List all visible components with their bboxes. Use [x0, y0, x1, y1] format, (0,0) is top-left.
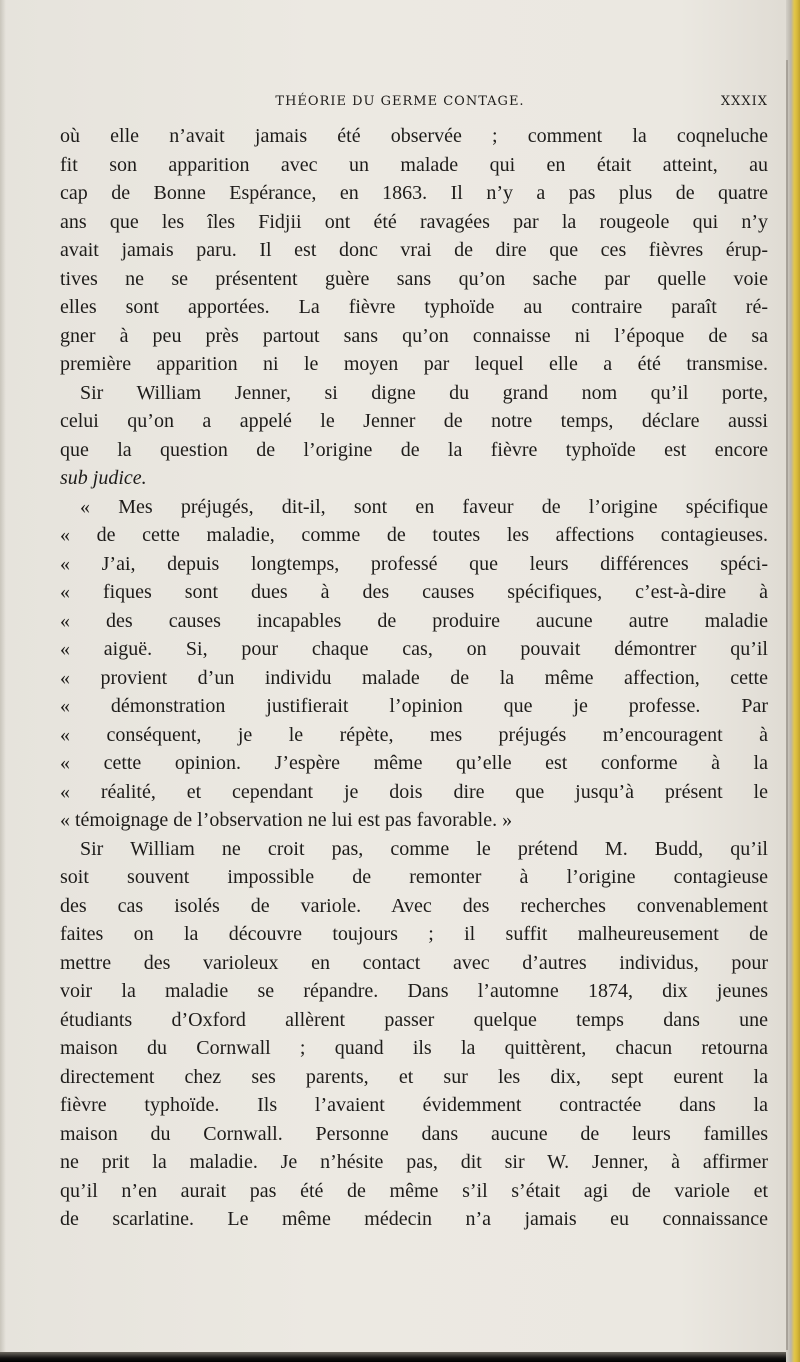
- text-line: « démonstration justifierait l’opinion que je professe. Par: [60, 695, 768, 717]
- text-line: sub judice.: [60, 467, 147, 489]
- text-line: qu’il n’en aurait pas été de même s’il s’était agi de variole et: [60, 1179, 768, 1202]
- running-header: [60, 94, 768, 116]
- text-line: étudiants d’Oxford allèrent passer quelque temps dans une: [60, 1008, 768, 1031]
- text-line: Sir William Jenner, si digne du grand nom qu’il porte,: [80, 381, 768, 404]
- text-line: mettre des varioleux en contact avec d’autres individus, pour: [60, 951, 768, 974]
- text-line: « des causes incapables de produire aucune autre maladie: [60, 609, 768, 632]
- text-line: « témoignage de l’observation ne lui est pas favorable. »: [60, 809, 513, 831]
- text-line: « cette opinion. J’espère même qu’elle est conforme à la: [60, 752, 768, 774]
- text-line: tives ne se présentent guère sans qu’on sache par quelle voie: [60, 267, 768, 290]
- text-line: « conséquent, je le répète, mes préjugés m’encouragent à: [60, 723, 768, 746]
- text-line: maison du Cornwall ; quand ils la quittèrent, chacun retourna: [60, 1037, 768, 1059]
- body-text: [60, 122, 768, 1234]
- text-line: soit souvent impossible de remonter à l’origine contagieuse: [60, 866, 768, 888]
- text-line: « de cette maladie, comme de toutes les affections contagieuses.: [60, 524, 768, 546]
- text-line: avait jamais paru. Il est donc vrai de dire que ces fièvres érup-: [60, 239, 768, 261]
- text-line: « réalité, et cependant je dois dire que jusqu’à présent le: [60, 780, 768, 803]
- text-line: où elle n’avait jamais été observée ; comment la coqneluche: [60, 125, 768, 147]
- text-line: gner à peu près partout sans qu’on connaisse ni l’époque de sa: [60, 324, 768, 347]
- text-line: directement chez ses parents, et sur les dix, sept eurent la: [60, 1065, 768, 1088]
- page-edge: [786, 0, 800, 1362]
- text-line: celui qu’on a appelé le Jenner de notre temps, déclare aussi: [60, 410, 768, 432]
- text-line: fit son apparition avec un malade qui en était atteint, au: [60, 153, 768, 176]
- text-line: ans que les îles Fidjii ont été ravagées par la rougeole qui n’y: [60, 210, 768, 233]
- text-line: elles sont apportées. La fièvre typhoïde au contraire paraît ré-: [60, 296, 768, 318]
- text-line: ne prit la maladie. Je n’hésite pas, dit sir W. Jenner, à affirmer: [60, 1151, 768, 1173]
- text-line: Sir William ne croit pas, comme le prétend M. Budd, qu’il: [80, 837, 768, 860]
- text-line: maison du Cornwall. Personne dans aucune de leurs familles: [60, 1122, 768, 1145]
- running-title: THÉORIE DU GERME CONTAGE.: [275, 94, 525, 109]
- page-number: XXXIX: [720, 94, 768, 109]
- page-edge-line: [786, 60, 788, 1350]
- text-line: première apparition ni le moyen par lequel elle a été transmise.: [60, 353, 768, 375]
- page-gutter-shadow: [0, 0, 6, 1362]
- text-line: cap de Bonne Espérance, en 1863. Il n’y a pas plus de quatre: [60, 182, 768, 204]
- scan-bottom-edge: [0, 1352, 786, 1362]
- text-line: que la question de l’origine de la fièvre typhoïde est encore: [60, 438, 768, 461]
- text-line: « J’ai, depuis longtemps, professé que leurs différences spéci-: [60, 552, 768, 575]
- text-line: « aiguë. Si, pour chaque cas, on pouvait démontrer qu’il: [60, 638, 768, 660]
- text-line: « Mes préjugés, dit-il, sont en faveur de l’origine spécifique: [80, 495, 768, 518]
- text-line: « provient d’un individu malade de la même affection, cette: [60, 666, 768, 689]
- text-line: « fiques sont dues à des causes spécifiques, c’est-à-dire à: [60, 581, 768, 603]
- text-line: de scarlatine. Le même médecin n’a jamais eu connaissance: [60, 1208, 768, 1230]
- text-line: voir la maladie se répandre. Dans l’automne 1874, dix jeunes: [60, 980, 768, 1002]
- text-line: faites on la découvre toujours ; il suffit malheureusement de: [60, 923, 768, 945]
- text-line: des cas isolés de variole. Avec des recherches convenablement: [60, 894, 768, 917]
- text-line: fièvre typhoïde. Ils l’avaient évidemment contractée dans la: [60, 1094, 768, 1116]
